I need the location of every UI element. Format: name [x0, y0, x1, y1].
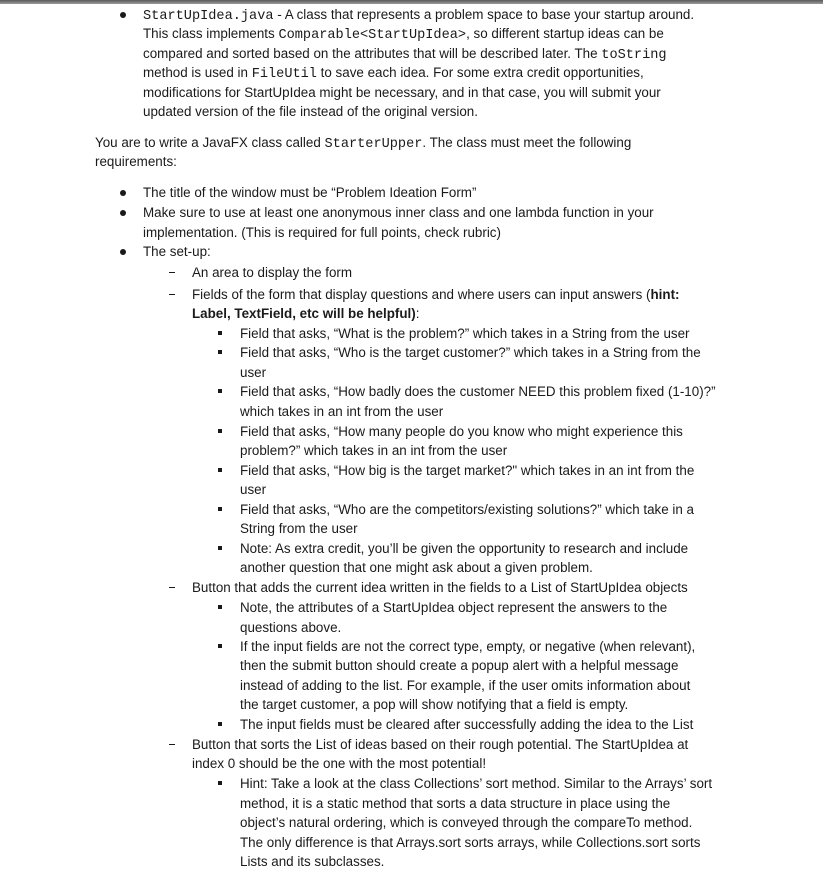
add-validation-4: the target customer, a pop will show notifying that a field is empty. [240, 697, 629, 712]
dash-marker [169, 294, 175, 295]
square-bullet [218, 331, 222, 335]
intro-line-4: method is used in FileUtil to save each idea. For some extra credit opportunities, [143, 65, 644, 82]
setup-area: An area to display the form [192, 265, 353, 280]
code-starterupper: StarterUpper [324, 137, 423, 152]
sort-hint-1: Hint: Take a look at the class Collections’ sort method. Similar to the Arrays’ sort [240, 776, 713, 791]
req-inner-class-2: implementation. (This is required for full points, check rubric) [143, 225, 501, 240]
square-bullet [218, 429, 222, 433]
intro-line-2: This class implements Comparable<StartUpIdea>, so different startup ideas can be [143, 26, 664, 43]
field-customer-2: user [240, 365, 267, 380]
field-people-2: problem?” which takes in an int from the user [240, 443, 508, 458]
square-bullet [218, 546, 222, 550]
square-bullet [218, 605, 222, 609]
req-inner-class-1: Make sure to use at least one anonymous inner class and one lambda function in your [143, 205, 654, 220]
field-need-1: Field that asks, “How badly does the customer NEED this problem fixed (1-10)?” [240, 384, 716, 399]
intro-line-1: StartUpIdea.java - A class that represents a problem space to base your startup around. [143, 7, 695, 24]
square-bullet [218, 781, 222, 785]
bullet-dot [120, 12, 126, 18]
add-validation-1: If the input fields are not the correct type, empty, or negative (when relevant), [240, 639, 696, 654]
task-line-1: You are to write a JavaFX class called StarterUpper. The class must meet the following [95, 135, 632, 152]
dash-marker [169, 587, 175, 588]
sort-hint-5: Lists and its subclasses. [240, 854, 385, 869]
add-note-2: questions above. [240, 620, 342, 635]
field-market-1: Field that asks, “How big is the target market?" which takes in an int from the [240, 463, 695, 478]
field-people-1: Field that asks, “How many people do you know who might experience this [240, 424, 683, 439]
square-bullet [218, 468, 222, 472]
field-market-2: user [240, 482, 267, 497]
add-note-1: Note, the attributes of a StartUpIdea object represent the answers to the [240, 600, 668, 615]
bullet-dot [120, 210, 126, 216]
code-fileutil: FileUtil [251, 67, 317, 82]
bullet-dot [120, 249, 126, 255]
setup-add-button: Button that adds the current idea written in the fields to a List of StartUpIdea objects [192, 580, 688, 595]
field-extra-credit-2: another question that one might ask about a given problem. [240, 560, 593, 575]
add-validation-2: then the submit button should create a popup alert with a helpful message [240, 658, 679, 673]
setup-fields-1: Fields of the form that display questions and where users can input answers (hint: [192, 287, 680, 302]
square-bullet [218, 507, 222, 511]
req-window-title: The title of the window must be “Problem Ideation Form” [143, 185, 477, 200]
add-clear-fields: The input fields must be cleared after successfully adding the idea to the List [240, 717, 694, 732]
square-bullet [218, 644, 222, 648]
code-tostring: toString [601, 48, 667, 63]
field-competitors-2: String from the user [240, 521, 358, 536]
setup-sort-button-1: Button that sorts the List of ideas based on their rough potential. The StartUpIdea at [192, 737, 689, 752]
square-bullet [218, 722, 222, 726]
req-setup: The set-up: [143, 244, 211, 259]
code-comparable: Comparable<StartUpIdea> [278, 28, 467, 43]
bullet-dot [120, 190, 126, 196]
square-bullet [218, 389, 222, 393]
field-customer-1: Field that asks, “Who is the target customer?” which takes in a String from the [240, 345, 701, 360]
sort-hint-3: object’s natural ordering, which is conveyed through the compareTo method. [240, 815, 693, 830]
sort-hint-4: The only difference is that Arrays.sort sorts arrays, while Collections.sort sorts [240, 835, 701, 850]
setup-sort-button-2: index 0 should be the one with the most potential! [192, 756, 487, 771]
intro-line-5: modifications for StartUpIdea might be necessary, and in that case, you will submit your [143, 85, 661, 100]
field-competitors-1: Field that asks, “Who are the competitors/existing solutions?” which take in a [240, 502, 695, 517]
task-line-2: requirements: [95, 154, 177, 169]
dash-marker [169, 744, 175, 745]
intro-line-3: compared and sorted based on the attributes that will be described later. The toString [143, 46, 667, 63]
field-need-2: which takes in an int from the user [240, 404, 444, 419]
square-bullet [218, 350, 222, 354]
add-validation-3: instead of adding to the list. For example, if the user omits information about [240, 678, 691, 693]
setup-fields-2: Label, TextField, etc will be helpful): [192, 306, 420, 321]
field-extra-credit-1: Note: As extra credit, you’ll be given the opportunity to research and include [240, 541, 689, 556]
sort-hint-2: method, it is a static method that sorts a data structure in place using the [240, 796, 671, 811]
code-startupidea-java: StartUpIdea.java [143, 9, 274, 24]
field-problem: Field that asks, “What is the problem?” which takes in a String from the user [240, 326, 690, 341]
dash-marker [169, 272, 175, 273]
intro-line-6: updated version of the file instead of the original version. [143, 104, 478, 119]
